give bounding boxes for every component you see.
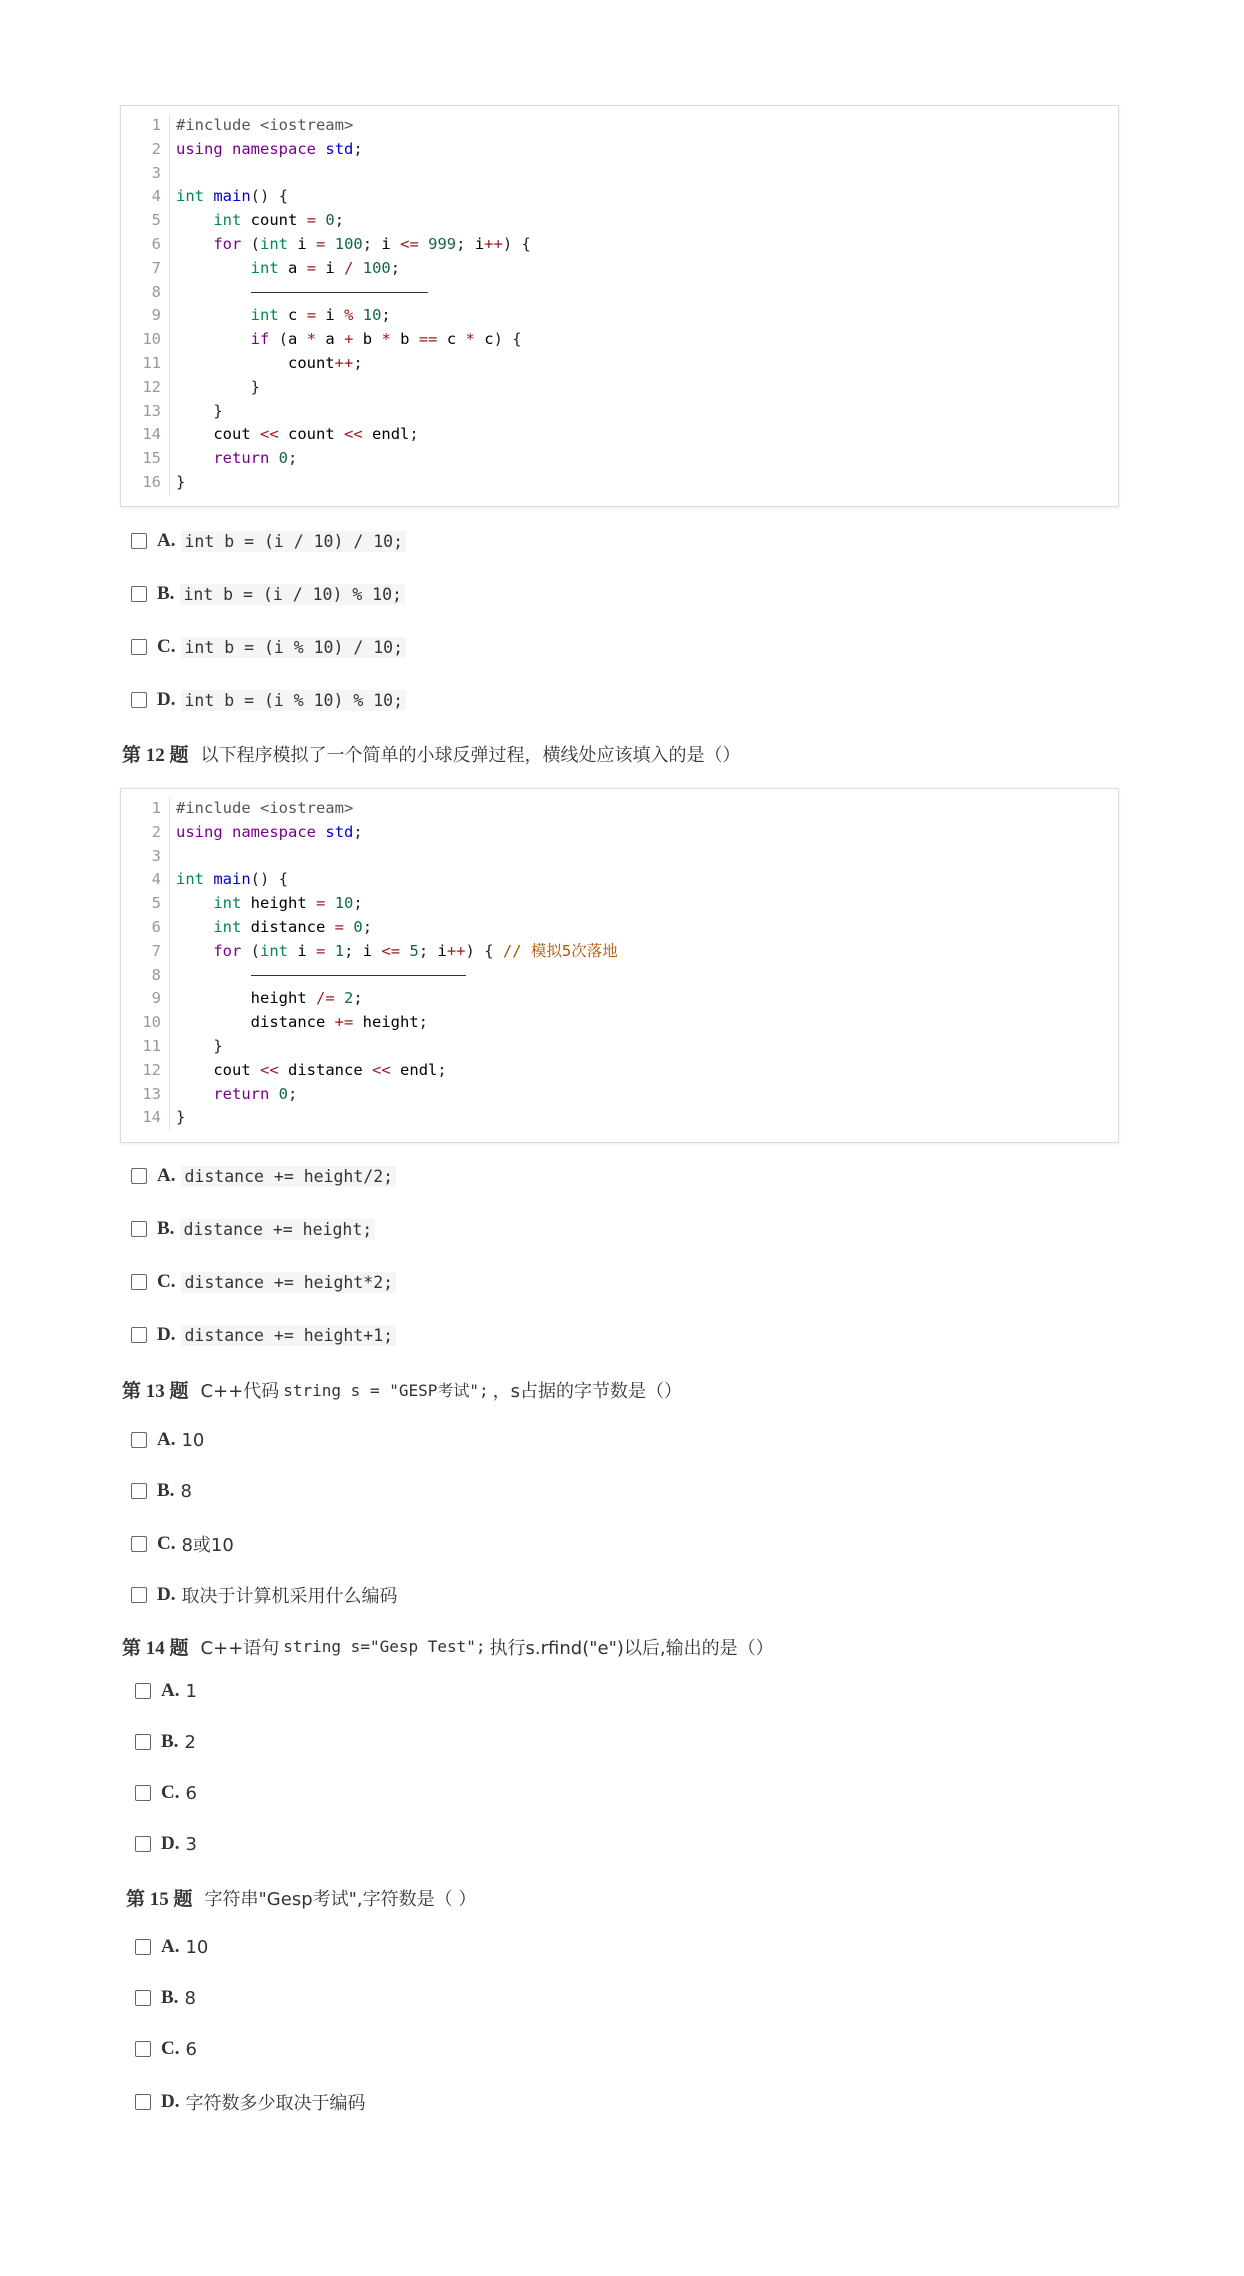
line-number: 6	[121, 233, 170, 257]
checkbox[interactable]	[131, 639, 147, 655]
line-number: 6	[121, 916, 170, 940]
option-letter: C.	[161, 2038, 180, 2059]
option-code: int b = (i / 10) / 10;	[181, 531, 406, 552]
code-line	[121, 138, 1118, 162]
code-text	[176, 281, 1118, 305]
line-number: 10	[121, 1011, 170, 1035]
code-line	[121, 1059, 1118, 1083]
option-q12-c[interactable]	[131, 1271, 396, 1293]
code-text: }	[250, 377, 260, 396]
line-number: 14	[121, 1106, 170, 1130]
option-q14-b[interactable]	[135, 1731, 196, 1753]
checkbox[interactable]	[135, 1990, 151, 2006]
code-line	[121, 845, 1118, 869]
code-text: cout << distance << endl;	[213, 1060, 447, 1079]
line-number: 10	[121, 328, 170, 352]
line-number: 12	[121, 1059, 170, 1083]
code-text	[176, 162, 1118, 186]
question-code: string s = "GESP考试";	[283, 1381, 489, 1400]
question-number: 第 14 题	[122, 1638, 189, 1659]
option-text: 10	[181, 1429, 205, 1451]
checkbox[interactable]	[131, 586, 147, 602]
option-q13-a[interactable]	[131, 1429, 204, 1451]
option-letter: A.	[161, 1936, 180, 1957]
option-text: 1	[185, 1680, 197, 1702]
code-line	[121, 1083, 1118, 1107]
code-line	[121, 352, 1118, 376]
checkbox[interactable]	[135, 1785, 151, 1801]
checkbox[interactable]	[135, 1734, 151, 1750]
line-number: 1	[121, 797, 170, 821]
code-text: }	[213, 1036, 223, 1055]
code-line	[121, 987, 1118, 1011]
code-text: }	[176, 1108, 186, 1127]
option-q11-d[interactable]	[131, 689, 406, 711]
line-number: 9	[121, 987, 170, 1011]
code-line	[121, 916, 1118, 940]
option-text: 字符数多少取决于编码	[185, 2093, 366, 2114]
option-code: int b = (i % 10) % 10;	[181, 690, 406, 711]
code-text: return 0;	[213, 1084, 298, 1103]
question-text: 以下程序模拟了一个简单的小球反弹过程，横线处应该填入的是（）	[200, 744, 741, 766]
line-number: 9	[121, 304, 170, 328]
line-number: 14	[121, 423, 170, 447]
line-number: 2	[121, 138, 170, 162]
code-text: for (int i = 100; i <= 999; i++) {	[213, 234, 531, 253]
code-line	[121, 328, 1118, 352]
question-number: 第 13 题	[122, 1381, 189, 1402]
option-code: distance += height/2;	[181, 1166, 396, 1187]
option-q15-b[interactable]	[135, 1987, 196, 2009]
option-q12-b[interactable]	[131, 1218, 375, 1240]
option-code: distance += height;	[180, 1219, 375, 1240]
option-letter: D.	[157, 689, 176, 710]
code-line	[121, 964, 1118, 988]
line-number: 8	[121, 964, 170, 988]
option-q14-a[interactable]	[135, 1680, 197, 1702]
code-text: return 0;	[213, 449, 298, 468]
code-line	[121, 281, 1118, 305]
line-number: 4	[121, 868, 170, 892]
option-q15-a[interactable]	[135, 1936, 208, 1958]
question-text-before: C++代码	[200, 1380, 280, 1402]
option-code: int b = (i / 10) % 10;	[180, 584, 405, 605]
question-15	[126, 1884, 476, 1911]
code-text: if (a * a + b * b == c * c) {	[250, 330, 522, 349]
code-line	[121, 185, 1118, 209]
code-line	[121, 376, 1118, 400]
option-letter: B.	[157, 1218, 175, 1239]
code-text: int main() {	[176, 870, 289, 889]
code-line	[121, 940, 1118, 964]
option-letter: B.	[161, 1987, 179, 2008]
code-line	[121, 400, 1118, 424]
code-line	[121, 892, 1118, 916]
code-line	[121, 447, 1118, 471]
option-text: 8	[180, 1480, 192, 1502]
question-text-before: C++语句	[200, 1637, 280, 1659]
checkbox[interactable]	[131, 1274, 147, 1290]
checkbox[interactable]	[131, 1587, 147, 1603]
option-letter: D.	[157, 1584, 176, 1605]
option-text: 8或10	[181, 1535, 234, 1556]
option-q11-b[interactable]	[131, 583, 405, 605]
line-number: 7	[121, 940, 170, 964]
checkbox[interactable]	[131, 1483, 147, 1499]
code-line	[121, 162, 1118, 186]
code-line	[121, 868, 1118, 892]
question-text-after: ，s占据的字节数是（）	[492, 1380, 683, 1402]
question-text-after: 执行s.rfind("e")以后,输出的是（）	[489, 1637, 774, 1659]
code-text: int a = i / 100;	[250, 258, 401, 277]
code-line	[121, 1035, 1118, 1059]
option-letter: D.	[161, 2091, 180, 2112]
checkbox[interactable]	[135, 1683, 151, 1699]
line-number: 3	[121, 162, 170, 186]
option-q12-a[interactable]	[131, 1165, 396, 1187]
code-text: int c = i % 10;	[250, 306, 391, 325]
option-letter: A.	[161, 1680, 180, 1701]
option-q13-b[interactable]	[131, 1480, 192, 1502]
code-text: }	[176, 472, 186, 491]
option-q14-c[interactable]	[135, 1782, 197, 1804]
line-number: 8	[121, 281, 170, 305]
line-number: 3	[121, 845, 170, 869]
code-line	[121, 257, 1118, 281]
code-text: int distance = 0;	[213, 917, 373, 936]
checkbox[interactable]	[131, 533, 147, 549]
code-text: int height = 10;	[213, 894, 363, 913]
option-q15-d[interactable]	[135, 2089, 365, 2115]
code-line	[121, 423, 1118, 447]
line-number: 13	[121, 400, 170, 424]
option-q12-d[interactable]	[131, 1324, 396, 1346]
option-letter: D.	[161, 1833, 180, 1854]
code-text: using namespace std;	[176, 822, 363, 841]
line-number: 16	[121, 471, 170, 495]
option-text: 3	[185, 1833, 197, 1855]
question-text: 字符串"Gesp考试",字符数是（ ）	[204, 1888, 477, 1910]
checkbox[interactable]	[131, 692, 147, 708]
option-letter: B.	[157, 583, 175, 604]
option-letter: A.	[157, 1429, 176, 1450]
line-number: 13	[121, 1083, 170, 1107]
option-q11-c[interactable]	[131, 636, 406, 658]
option-letter: C.	[157, 1533, 176, 1554]
line-number: 5	[121, 209, 170, 233]
option-q11-a[interactable]	[131, 530, 406, 552]
option-code: distance += height*2;	[181, 1272, 396, 1293]
checkbox[interactable]	[135, 1836, 151, 1852]
line-number: 2	[121, 821, 170, 845]
option-letter: A.	[157, 530, 176, 551]
option-letter: C.	[157, 636, 176, 657]
option-text: 8	[184, 1987, 196, 2009]
code-text: #include <iostream>	[176, 799, 354, 817]
line-number: 4	[121, 185, 170, 209]
checkbox[interactable]	[131, 1327, 147, 1343]
checkbox[interactable]	[135, 2041, 151, 2057]
option-text: 6	[185, 2038, 197, 2060]
option-code: int b = (i % 10) / 10;	[181, 637, 406, 658]
line-number: 15	[121, 447, 170, 471]
code-text: }	[213, 401, 223, 420]
checkbox[interactable]	[131, 1168, 147, 1184]
code-text: int main() {	[176, 187, 289, 206]
code-text	[176, 964, 1118, 988]
code-block-q12	[120, 788, 1119, 1143]
option-letter: B.	[157, 1480, 175, 1501]
code-line	[121, 304, 1118, 328]
question-13	[122, 1376, 682, 1403]
option-letter: C.	[157, 1271, 176, 1292]
option-letter: B.	[161, 1731, 179, 1752]
checkbox[interactable]	[131, 1221, 147, 1237]
option-text: 10	[185, 1936, 209, 1958]
code-text: distance += height;	[250, 1013, 429, 1032]
line-number: 7	[121, 257, 170, 281]
code-line	[121, 233, 1118, 257]
option-letter: D.	[157, 1324, 176, 1345]
option-text: 6	[185, 1782, 197, 1804]
question-12	[122, 740, 741, 767]
checkbox[interactable]	[131, 1536, 147, 1552]
code-text: using namespace std;	[176, 139, 363, 158]
option-text: 取决于计算机采用什么编码	[181, 1586, 398, 1607]
line-number: 12	[121, 376, 170, 400]
option-q15-c[interactable]	[135, 2038, 197, 2060]
code-text: for (int i = 1; i <= 5; i++) { // 模拟5次落地	[213, 941, 618, 960]
code-line	[121, 209, 1118, 233]
checkbox[interactable]	[135, 2094, 151, 2110]
code-text: #include <iostream>	[176, 116, 354, 134]
code-block-q11	[120, 105, 1119, 507]
code-text: int count = 0;	[213, 211, 345, 230]
line-number: 1	[121, 114, 170, 138]
option-code: distance += height+1;	[181, 1325, 396, 1346]
code-line	[121, 114, 1118, 138]
code-text: count++;	[287, 353, 363, 372]
checkbox[interactable]	[135, 1939, 151, 1955]
code-line	[121, 797, 1118, 821]
code-line	[121, 1011, 1118, 1035]
line-number: 11	[121, 352, 170, 376]
code-text: cout << count << endl;	[213, 425, 419, 444]
line-number: 5	[121, 892, 170, 916]
option-q13-c[interactable]	[131, 1531, 234, 1557]
question-code: string s="Gesp Test";	[283, 1637, 486, 1656]
option-q13-d[interactable]	[131, 1582, 397, 1608]
code-line	[121, 471, 1118, 495]
option-q14-d[interactable]	[135, 1833, 197, 1855]
checkbox[interactable]	[131, 1432, 147, 1448]
question-14	[122, 1633, 774, 1660]
code-line	[121, 1106, 1118, 1130]
line-number: 11	[121, 1035, 170, 1059]
option-text: 2	[184, 1731, 196, 1753]
option-letter: C.	[161, 1782, 180, 1803]
question-number: 第 15 题	[126, 1889, 193, 1910]
code-text	[176, 845, 1118, 869]
option-letter: A.	[157, 1165, 176, 1186]
question-number: 第 12 题	[122, 745, 189, 766]
code-line	[121, 821, 1118, 845]
code-text: height /= 2;	[250, 989, 363, 1008]
